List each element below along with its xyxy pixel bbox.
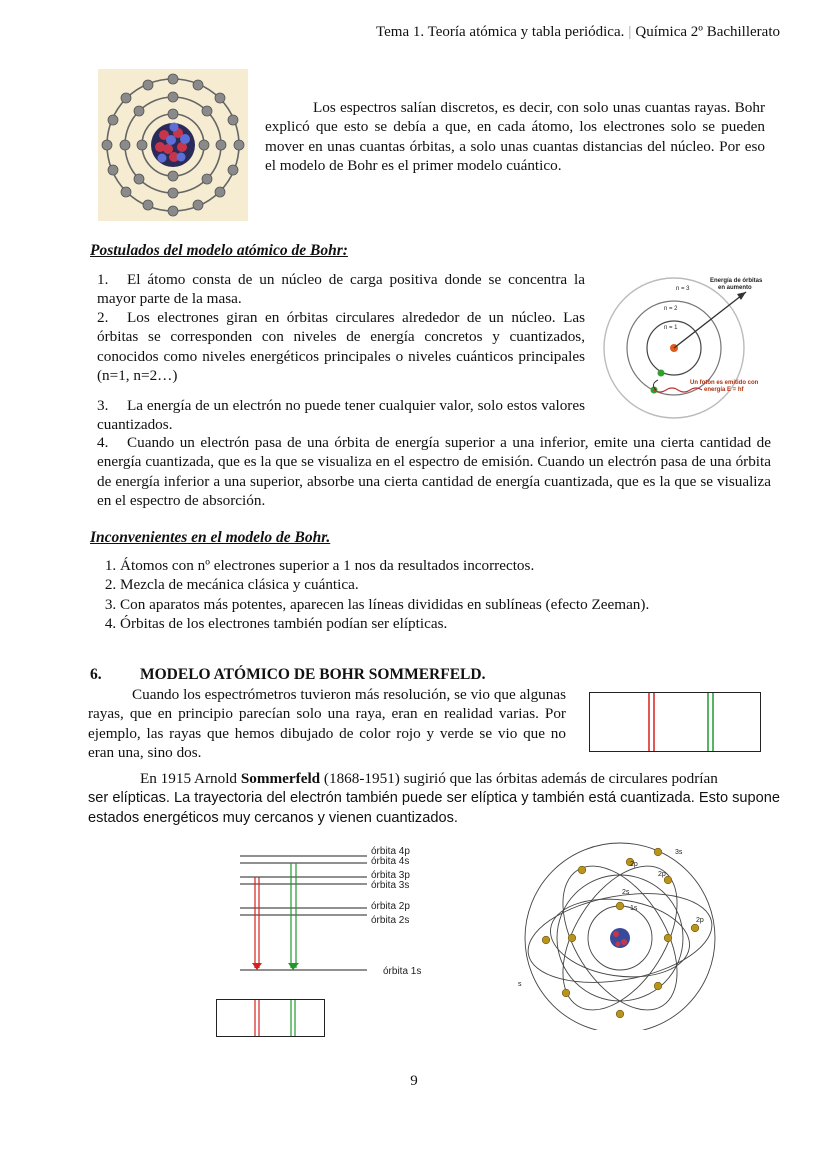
orbit-label: 2p xyxy=(696,917,704,924)
postulado-number: 2. xyxy=(97,309,109,326)
orbit-label: 1s xyxy=(630,905,638,912)
header-course: Química 2º Bachillerato xyxy=(635,24,780,40)
sommerfeld-name: Sommerfeld xyxy=(240,770,321,787)
level-label: órbita 4p xyxy=(371,846,410,857)
level-label: órbita 1s xyxy=(383,966,422,977)
section6-paragraph2-line1 xyxy=(88,769,788,788)
level-label: órbita 4s xyxy=(371,856,410,867)
p2-rest: (1868-1951) sugirió que las órbitas además de circulares podrían xyxy=(320,770,718,787)
inconveniente-item: 4. Órbitas de los electrones también podían ser elípticas. xyxy=(120,614,790,633)
label-n1: n = 1 xyxy=(664,325,678,331)
section6-paragraph2-rest: ser elípticas. La trayectoria del electrón también puede ser elíptica y también está cuantizada. Esto supone estados energéticos muy cercanos y vienen cuantizados. xyxy=(88,790,780,826)
postulado-text: Cuando un electrón pasa de una órbita de energía superior a una inferior, emite una cierta cantidad de energía cuantizada, que es la que se visualiza en el espectro de emisión. Cuando un electrón pasa de una órbita de energía inferior a una superior, absorbe una cierta cantidad de energía cuantizada, que es la que se visualiza en el espectro de absorción. xyxy=(97,434,771,510)
level-label: órbita 3s xyxy=(371,880,410,891)
page-header xyxy=(376,24,780,41)
header-separator: | xyxy=(628,24,632,40)
level-label: órbita 3p xyxy=(371,870,410,881)
inconveniente-item: 1. Átomos con nº electrones superior a 1 nos da resultados incorrectos. xyxy=(120,556,790,575)
postulado-number: 4. xyxy=(97,434,109,451)
postulado-item xyxy=(97,308,585,386)
postulado-number: 1. xyxy=(97,271,109,288)
orbit-label: 2p xyxy=(630,861,638,868)
level-label: órbita 2s xyxy=(371,915,410,926)
photon-label: energía E = hf xyxy=(704,387,744,393)
postulado-text: Los electrones giran en órbitas circulares alrededor de un núcleo. Las órbitas se corresponden con niveles de energía concretos y cuantizados, conocidos como niveles energéticos principales o niveles cuánticos principales (n=1, n=2…) xyxy=(97,309,585,385)
section6-paragraph1: Cuando los espectrómetros tuvieron más resolución, se vio que algunas rayas, que en principio parecían solo una raya, eran en realidad varias. Por ejemplo, las rayas que hemos dibujado de color rojo y verde se vio que no eran una, sino dos. xyxy=(88,686,566,762)
label-n3: n = 3 xyxy=(676,286,690,292)
section-number: 6. xyxy=(90,666,102,683)
section-title: MODELO ATÓMICO DE BOHR SOMMERFELD. xyxy=(140,666,486,683)
inconveniente-item: 2. Mezcla de mecánica clásica y cuántica. xyxy=(120,575,790,594)
orbit-label: 2s xyxy=(622,889,630,896)
inconvenientes-heading: Inconvenientes en el modelo de Bohr. xyxy=(90,529,331,546)
orbit-label: 2p xyxy=(658,871,666,878)
sommerfeld-orbits-figure xyxy=(510,838,725,1030)
page-number: 9 xyxy=(410,1073,418,1089)
postulado-number: 3. xyxy=(97,397,109,414)
postulado-text: El átomo consta de un núcleo de carga positiva donde se concentra la mayor parte de la masa. xyxy=(97,271,585,308)
level-label: órbita 2p xyxy=(371,901,410,912)
inconveniente-item: 3. Con aparatos más potentes, aparecen las líneas divididas en sublíneas (efecto Zeeman). xyxy=(120,595,790,614)
postulados-heading: Postulados del modelo atómico de Bohr: xyxy=(90,242,348,259)
intro-paragraph: Los espectros salían discretos, es decir, con solo unas cuantas rayas. Bohr explicó que esto se debía a que, en cada átomo, los electrones solo se pueden mover en unas cuantas órbitas, a solo unas cuantas distancias del núcleo. Por eso el modelo de Bohr es el primer modelo cuántico. xyxy=(265,99,765,175)
photon-label: Un fotón es emitido con xyxy=(690,380,759,386)
inconvenientes-list xyxy=(90,556,790,634)
header-title: Tema 1. Teoría atómica y tabla periódica. xyxy=(376,24,625,40)
split-spectrum-box xyxy=(589,692,761,752)
bohr-atom-image xyxy=(98,69,248,221)
bohr-orbits-figure xyxy=(594,270,780,420)
postulado-text: La energía de un electrón no puede tener cualquier valor, solo estos valores cuantizados. xyxy=(97,397,585,434)
energy-label: en aumento xyxy=(718,285,752,291)
orbit-label: 3s xyxy=(675,849,683,856)
energy-levels-diagram xyxy=(215,842,445,1042)
p2-lead: En 1915 Arnold xyxy=(140,770,241,787)
label-n2: n = 2 xyxy=(664,306,678,312)
energy-label: Energía de órbitas xyxy=(710,278,763,284)
orbit-label: s xyxy=(518,981,522,988)
postulado-item xyxy=(97,270,585,309)
postulado-item xyxy=(97,396,585,435)
postulado-item xyxy=(97,433,771,511)
